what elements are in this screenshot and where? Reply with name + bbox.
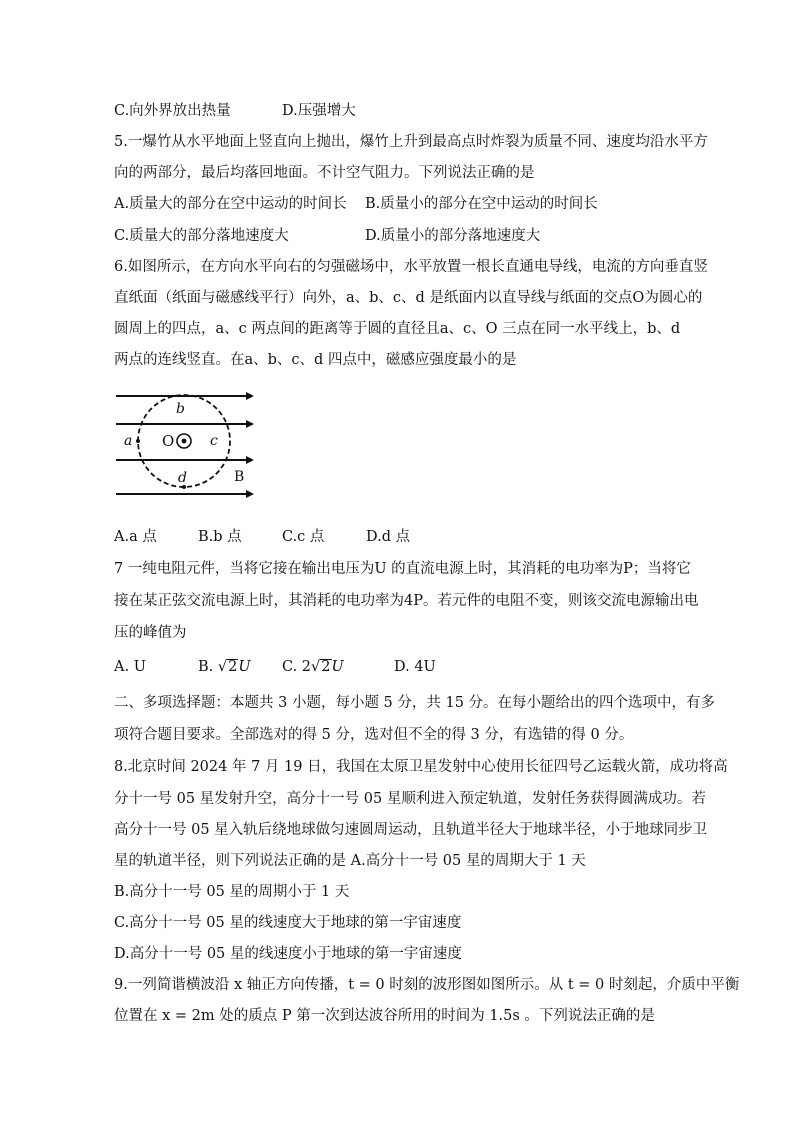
q5-option-c: C.质量大的部分落地速度大 (114, 228, 289, 244)
q6-option-d: D.d 点 (366, 529, 411, 545)
label-d: d (178, 470, 187, 486)
q7-option-c-prefix: C. 2 (282, 659, 312, 675)
q8-stem-line2: 分十一号 05 星发射升空，高分十一号 05 星顺利进入预定轨道，发射任务获得圆满成功。若 (114, 791, 706, 807)
q7-option-b-prefix: B. (198, 659, 218, 675)
q5-option-a: A.质量大的部分在空中运动的时间长 (114, 196, 347, 212)
q5-option-d: D.质量小的部分落地速度大 (365, 228, 541, 244)
q8-option-c: C.高分十一号 05 星的线速度大于地球的第一宇宙速度 (114, 915, 462, 931)
q8-option-d: D.高分十一号 05 星的线速度小于地球的第一宇宙速度 (114, 946, 462, 962)
q8-stem-line4: 星的轨道半径，则下列说法正确的是 A.高分十一号 05 星的周期大于 1 天 (114, 853, 586, 869)
arrowhead-icon (246, 456, 254, 464)
q7-stem-line2: 接在某正弦交流电源上时，其消耗的电功率为4P。若元件的电阻不变，则该交流电源输出电 (114, 593, 699, 609)
q6-stem-line2: 直纸面（纸面与磁感线平行）向外，a、b、c、d 是纸面内以直导线与纸面的交点O为圆心的 (114, 290, 703, 306)
q7-option-b-suffix: U (238, 659, 251, 675)
arrowhead-icon (246, 490, 254, 498)
q7-option-d: D. 4U (394, 659, 436, 675)
magnetic-field-figure (112, 384, 260, 504)
q7-option-a: A. U (114, 659, 146, 675)
q8-stem-line1: 8.北京时间 2024 年 7 月 19 日，我国在太原卫星发射中心使用长征四号乙运载火箭，成功将高 (114, 759, 728, 775)
q7-option-b (198, 657, 251, 677)
label-c: c (210, 433, 218, 449)
sqrt-icon: √ (311, 659, 321, 675)
arrowhead-icon (246, 420, 254, 428)
sqrt-icon: √ (217, 659, 228, 675)
q8-option-b: B.高分十一号 05 星的周期小于 1 天 (114, 884, 350, 900)
label-a: a (124, 433, 133, 449)
q6-option-c: C.c 点 (282, 529, 325, 545)
q6-stem-line1: 6.如图所示，在方向水平向右的匀强磁场中，水平放置一根长直通电导线，电流的方向垂直竖 (114, 259, 708, 275)
label-o: O (162, 432, 175, 450)
q6-option-a: A.a 点 (114, 529, 157, 545)
q5-stem-line2: 向的两部分，最后均落回地面。不计空气阻力。下列说法正确的是 (114, 165, 535, 181)
arrowhead-icon (246, 392, 254, 400)
wire-dot-icon (182, 439, 187, 444)
q7-option-c-suffix: U (331, 659, 344, 675)
q9-stem-line2: 位置在 x = 2m 处的质点 P 第一次到达波谷所用的时间为 1.5s 。下列说法正确的是 (114, 1008, 655, 1024)
label-field-b: B (234, 469, 245, 485)
section2-header-line2: 项符合题目要求。全部选对的得 5 分，选对但不全的得 3 分，有选错的得 0 分。 (114, 727, 634, 743)
q6-option-b: B.b 点 (198, 529, 242, 545)
q4-option-d: D.压强增大 (282, 103, 356, 119)
q4-option-c: C.向外界放出热量 (114, 103, 231, 119)
q5-stem-line1: 5.一爆竹从水平地面上竖直向上抛出，爆竹上升到最高点时炸裂为质量不同、速度均沿水平方 (114, 134, 708, 150)
q7-stem-line1: 7 一纯电阻元件，当将它接在输出电压为U 的直流电源上时，其消耗的电功率为P；当将它 (114, 561, 691, 577)
q7-option-c (282, 657, 344, 677)
section2-header-line1: 二、多项选择题：本题共 3 小题，每小题 5 分，共 15 分。在每小题给出的四个选项中，有多 (114, 695, 716, 711)
q7-option-b-radicand: 2 (228, 659, 238, 675)
q6-stem-line3: 圆周上的四点，a、c 两点间的距离等于圆的直径且a、c、O 三点在同一水平线上，b、d (114, 321, 681, 337)
point-a-marker (136, 439, 140, 443)
q6-stem-line4: 两点的连线竖直。在a、b、c、d 四点中，磁感应强度最小的是 (114, 352, 517, 368)
q7-stem-line3: 压的峰值为 (114, 625, 187, 641)
label-b: b (176, 401, 185, 417)
q7-option-c-radicand: 2 (321, 659, 331, 675)
q9-stem-line1: 9.一列简谐横波沿 x 轴正方向传播，t = 0 时刻的波形图如图所示。从 t = 0 时刻起，介质中平衡 (114, 977, 740, 993)
q5-option-b: B.质量小的部分在空中运动的时间长 (365, 196, 598, 212)
q8-stem-line3: 高分十一号 05 星入轨后绕地球做匀速圆周运动，且轨道半径大于地球半径，小于地球同步卫 (114, 822, 708, 838)
